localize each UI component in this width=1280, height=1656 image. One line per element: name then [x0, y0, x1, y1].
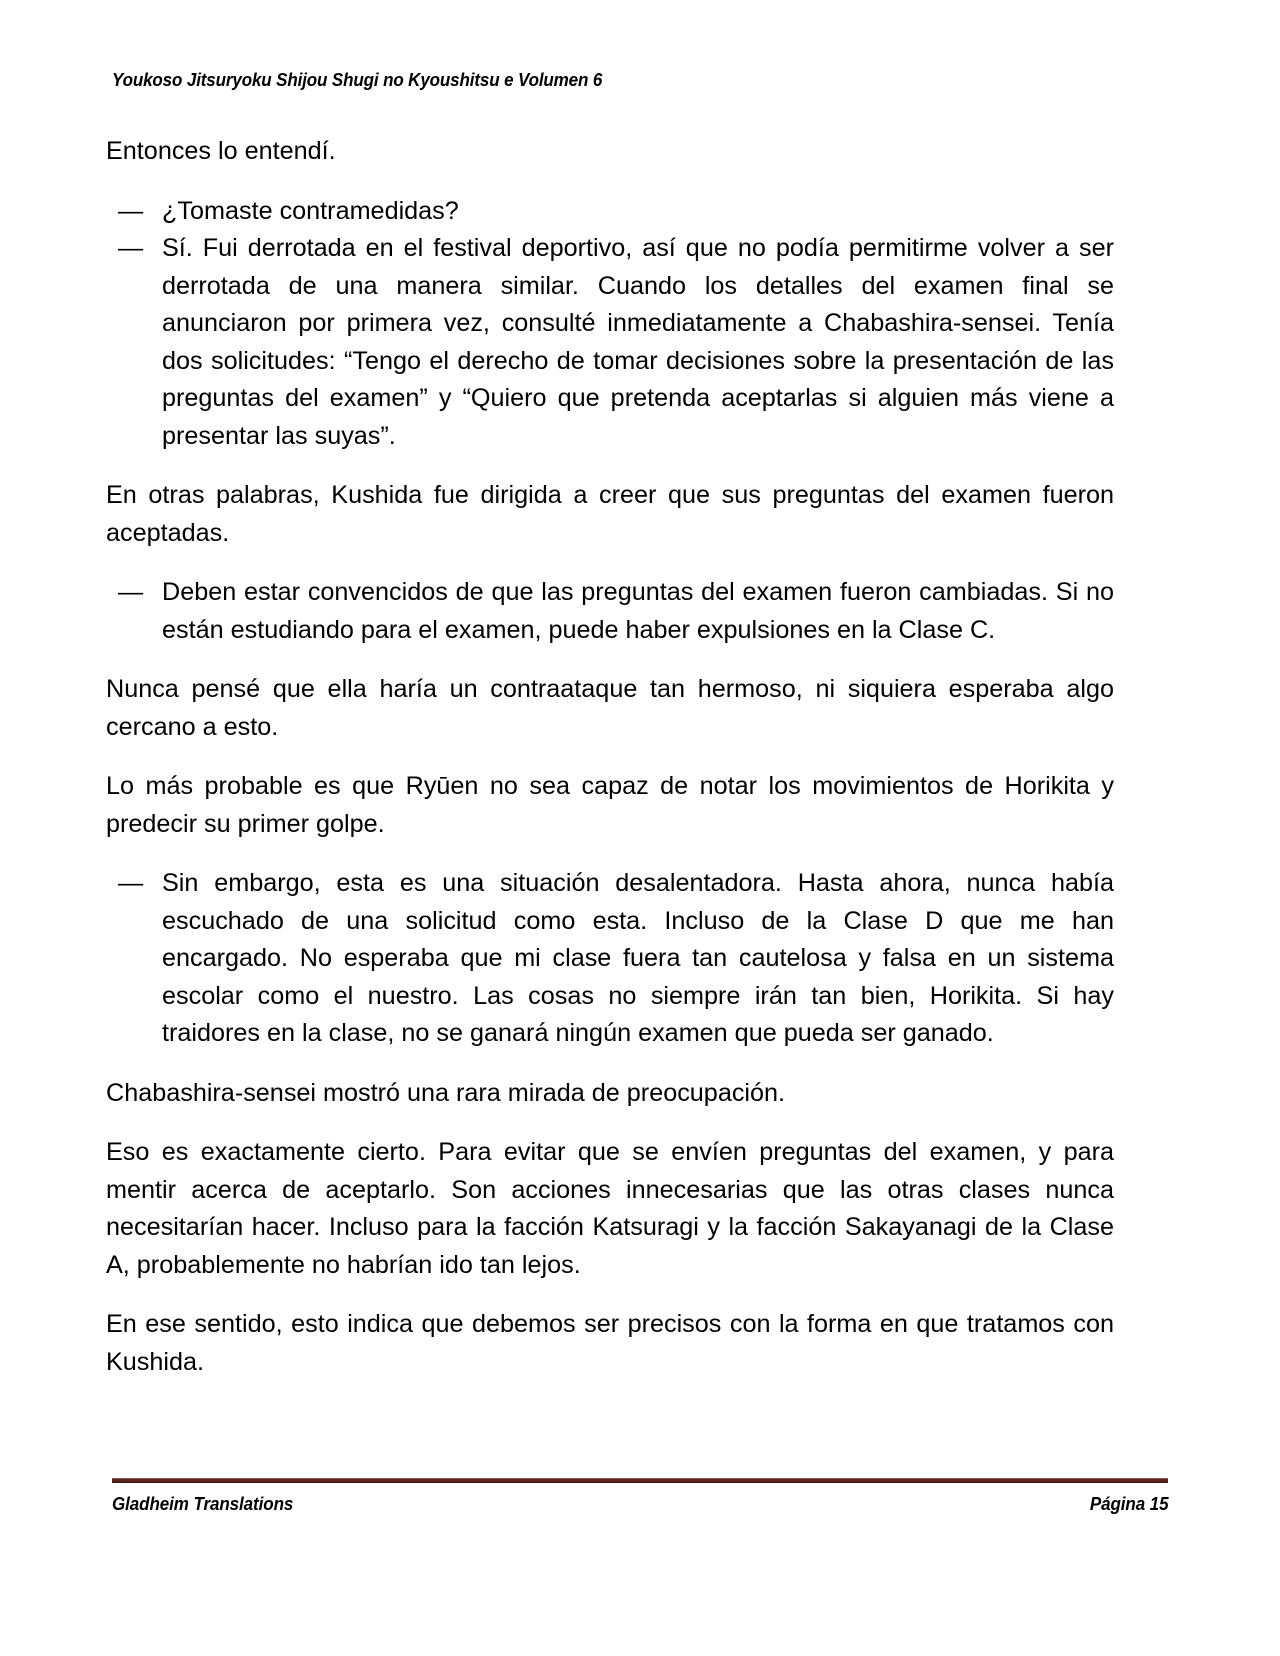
dialogue-text: ¿Tomaste contramedidas? [162, 196, 459, 225]
dialogue-block [106, 193, 1114, 456]
dialogue-text: Sin embargo, esta es una situación desalentadora. Hasta ahora, nunca había escuchado de una solicitud como esta. Incluso de la Clase D que me han encargado. No esperaba que mi clase fuera tan cautelosa y falsa en un sistema escolar como el nuestro. Las cosas no siempre irán tan bien, Horikita. Si hay traidores en la clase, no se ganará ningún examen que pueda ser ganado. [162, 869, 1114, 1047]
page-number: Página 15 [1089, 1493, 1168, 1514]
footer-divider-rule [112, 1478, 1168, 1483]
dialogue-line [118, 865, 1114, 1053]
dialogue-block [106, 574, 1114, 649]
paragraph: Entonces lo entendí. [106, 137, 336, 165]
paragraph: Eso es exactamente cierto. Para evitar que se envíen preguntas del examen, y para mentir acerca de aceptarlo. Son acciones innecesarias que las otras clases nunca necesitarían hacer. Incluso para la facción Katsuragi y la facción Sakayanagi de la Clase A, probablemente no habrían ido tan lejos. [106, 1138, 1114, 1279]
footer-row [112, 1492, 1168, 1516]
paragraph: Chabashira-sensei mostró una rara mirada de preocupación. [106, 1078, 786, 1107]
page-body [106, 133, 1114, 1403]
em-dash-marker: — [118, 234, 144, 262]
dialogue-text: Sí. Fui derrotada en el festival deportivo, así que no podía permitirme volver a ser derrotada de una manera similar. Cuando los detalles del examen final se anunciaron por primera vez, consulté inmediatamente a Chabashira-sensei. Tenía dos solicitudes: “Tengo el derecho de tomar decisiones sobre la presentación de las preguntas del examen” y “Quiero que pretenda aceptarlas si alguien más viene a presentar las suyas”. [162, 234, 1114, 450]
paragraph: En ese sentido, esto indica que debemos ser precisos con la forma en que tratamos con Kushida. [106, 1310, 1114, 1376]
dialogue-text: Deben estar convencidos de que las preguntas del examen fueron cambiadas. Si no están estudiando para el examen, puede haber expulsiones en la Clase C. [162, 578, 1114, 644]
dialogue-line [118, 574, 1114, 649]
header-title: Youkoso Jitsuryoku Shijou Shugi no Kyoushitsu e Volumen 6 [112, 69, 603, 90]
em-dash-marker: — [118, 578, 144, 606]
em-dash-marker: — [118, 869, 144, 897]
translator-credit: Gladheim Translations [112, 1493, 294, 1514]
paragraph: En otras palabras, Kushida fue dirigida a creer que sus preguntas del examen fueron aceptadas. [106, 481, 1114, 547]
page-footer [112, 1478, 1168, 1538]
page-header [112, 68, 1122, 96]
dialogue-line [118, 193, 1114, 231]
paragraph: Nunca pensé que ella haría un contraataque tan hermoso, ni siquiera esperaba algo cercano a esto. [106, 675, 1114, 741]
em-dash-marker: — [118, 196, 144, 225]
dialogue-block [106, 865, 1114, 1053]
paragraph: Lo más probable es que Ryūen no sea capaz de notar los movimientos de Horikita y predecir su primer golpe. [106, 772, 1114, 838]
dialogue-line [118, 230, 1114, 455]
